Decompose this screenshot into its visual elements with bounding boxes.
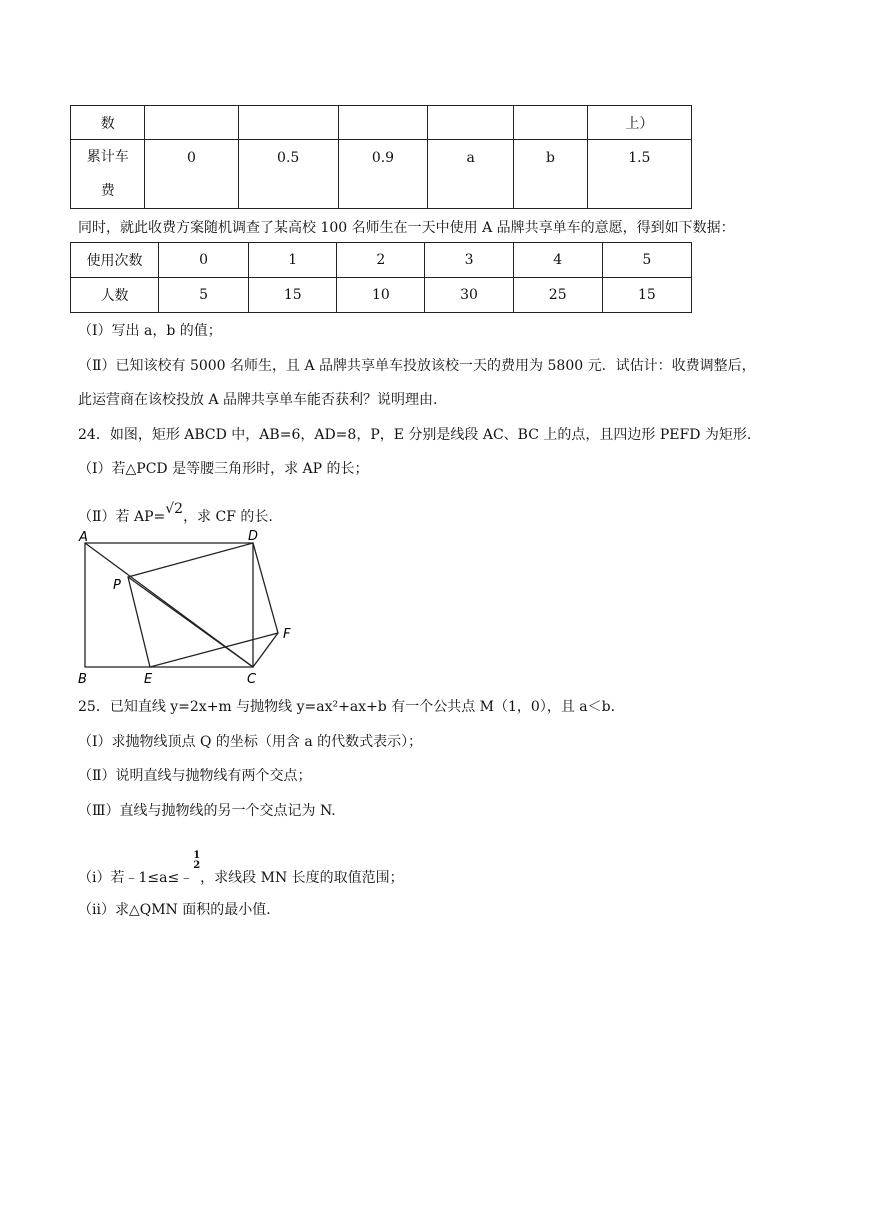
fraction-denominator: 2 (193, 860, 201, 871)
question-25-3: （Ⅲ）直线与抛物线的另一个交点记为 N. (78, 803, 336, 819)
question-24: 24．如图，矩形 ABCD 中，AB=6，AD=8，P，E 分别是线段 AC、BC 上的点，且四边形 PEFD 为矩形. (78, 427, 752, 443)
question-24-1: （Ⅰ）若△PCD 是等腰三角形时，求 AP 的长； (78, 461, 369, 477)
table-cell: 1.5 (587, 140, 691, 209)
table-cell: 数 (71, 106, 145, 140)
survey-text: 同时，就此收费方案随机调查了某高校 100 名师生在一天中使用 A 品牌共享单车的意愿，得到如下数据： (78, 220, 735, 236)
table-cell: 5 (159, 278, 249, 313)
row-label: 人数 (71, 278, 159, 313)
q24-2-prefix: （Ⅱ）若 AP= (78, 509, 166, 525)
fare-table (70, 105, 692, 209)
table-cell (145, 106, 238, 140)
table-cell: 15 (249, 278, 337, 313)
header-label: 使用次数 (71, 243, 159, 278)
label-a: A (79, 530, 88, 545)
q24-2-suffix: ，求 CF 的长. (183, 509, 273, 525)
row-label-line: 费 (100, 183, 115, 199)
label-p: P (113, 578, 121, 593)
q25-3i-prefix: （ⅰ）若﹣1≤a≤﹣ (78, 870, 194, 886)
label-d: D (248, 529, 259, 544)
label-e: E (144, 672, 153, 687)
table-cell: 5 (602, 243, 691, 278)
rectangle-abcd (85, 543, 253, 667)
question-23-2-line2: 此运营商在该校投放 A 品牌共享单车能否获利？说明理由. (78, 392, 438, 408)
table-cell (514, 106, 587, 140)
question-25-1: （Ⅰ）求抛物线顶点 Q 的坐标（用含 a 的代数式表示）； (78, 734, 423, 750)
table-cell (238, 106, 338, 140)
question-25-3ii: （ⅱ）求△QMN 面积的最小值. (78, 902, 271, 918)
question-23-2-line1: （Ⅱ）已知该校有 5000 名师生，且 A 品牌共享单车投放该校一天的费用为 5800 元．试估计：收费调整后， (78, 358, 756, 374)
table-cell: 0 (159, 243, 249, 278)
table-cell: 15 (602, 278, 691, 313)
rectangle-pefd (128, 543, 278, 667)
question-25: 25．已知直线 y=2x+m 与抛物线 y=ax²+ax+b 有一个公共点 M（1，0），且 a＜b. (78, 699, 616, 715)
table-cell: 2 (337, 243, 425, 278)
label-c: C (247, 672, 257, 687)
label-f: F (283, 627, 291, 642)
table-cell (338, 106, 427, 140)
fraction-numerator: 1 (193, 850, 201, 861)
table-cell (428, 106, 514, 140)
segment-pc (128, 577, 253, 667)
sqrt-two: √2 (165, 501, 184, 517)
row-label-line: 累计车 (86, 149, 129, 165)
table-cell: 3 (425, 243, 513, 278)
segment-fc (253, 633, 278, 667)
question-23-1: （Ⅰ）写出 a，b 的值； (78, 323, 222, 339)
table-cell: 0 (145, 140, 238, 209)
table-cell: 上） (587, 106, 691, 140)
question-24-2 (78, 501, 273, 526)
label-b: B (78, 672, 87, 687)
table-cell: 4 (513, 243, 602, 278)
table-cell: 0.9 (338, 140, 427, 209)
row-label (71, 140, 145, 209)
table-cell: 1 (249, 243, 337, 278)
q25-3i-suffix: ，求线段 MN 长度的取值范围； (200, 870, 404, 886)
usage-table (70, 242, 692, 313)
table-cell: a (428, 140, 514, 209)
table-cell: 25 (513, 278, 602, 313)
table-cell: 0.5 (238, 140, 338, 209)
question-25-2: （Ⅱ）说明直线与抛物线有两个交点； (78, 768, 312, 784)
diagonal-ac (85, 543, 253, 667)
table-cell: b (514, 140, 587, 209)
table-cell: 10 (337, 278, 425, 313)
table-cell: 30 (425, 278, 513, 313)
fraction-half (193, 851, 200, 871)
question-25-3i (78, 850, 404, 887)
